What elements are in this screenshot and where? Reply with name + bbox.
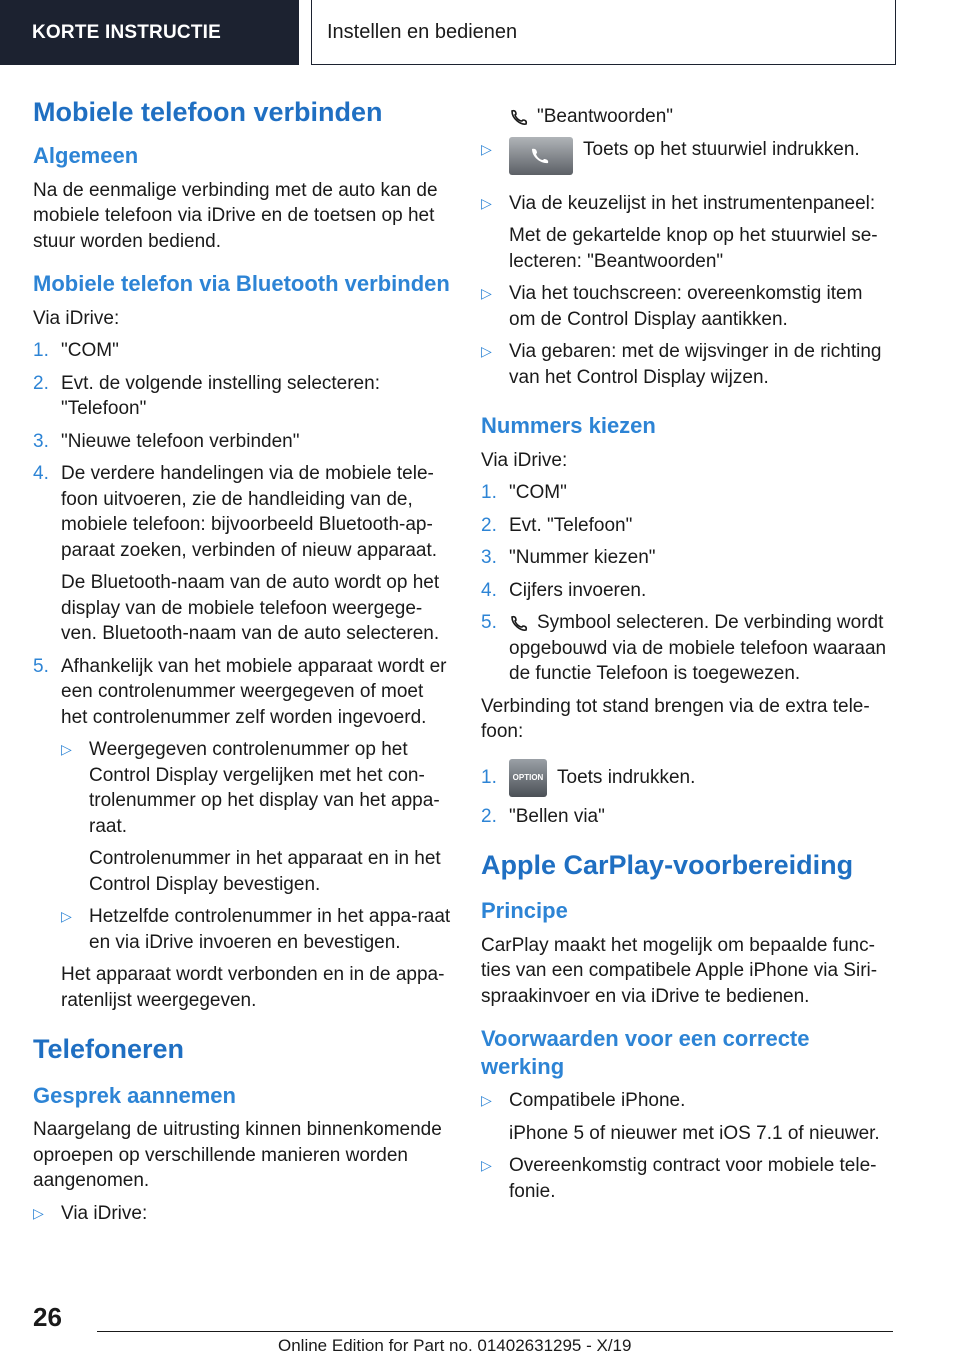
steering-phone-button-image	[509, 137, 573, 175]
list-item: 5. Afhankelijk van het mobiele apparaat wordt er een controlenummer weergegeven of moet het controlenummer zelf worden ingevoerd. ▷ Weergegeven controlenummer op het Control Display vergelijken met het con-trolenummer op het display van het appa-raat. Controlenummer in het apparaat en in het Control Display bevestigen. ▷ Hetzelfde controlenummer in het appa-raat en via iDrive invoeren en bevestigen. Het apparaat wordt verbonden en in de appa-ratenlijst weergegeven.	[33, 654, 451, 1014]
list-item: ▷ Via gebaren: met de wijsvinger in de richting van het Control Display wijzen.	[481, 341, 882, 388]
triangle-bullet-icon: ▷	[33, 1204, 44, 1221]
paragraph-general: Na de eenmalige verbinding met de auto kan de mobiele telefoon via iDrive en de toetsen op het stuur worden bediend.	[33, 179, 438, 252]
list-item: 4. Cijfers invoeren.	[481, 579, 647, 601]
paragraph-answer: Naargelang de uitrusting kinnen binnenkomende oproepen op verschillende manieren worden aangenomen.	[33, 1119, 442, 1192]
triangle-bullet-icon: ▷	[481, 194, 492, 211]
dial-steps	[481, 480, 893, 687]
list-item: 3. "Nieuwe telefoon verbinden"	[33, 430, 300, 452]
heading-general: Algemeen	[33, 143, 139, 169]
list-item: ▷ Hetzelfde controlenummer in het appa-raat en via iDrive invoeren en bevestigen.	[61, 906, 451, 953]
list-item: ▷ Weergegeven controlenummer op het Control Display vergelijken met het con-trolenummer op het display van het appa-raat. Controlenummer in het apparaat en in het Control Display bevestigen.	[61, 737, 451, 897]
list-item: 2. "Bellen via"	[481, 805, 605, 827]
heading-connect-phone: Mobiele telefoon verbinden	[33, 97, 383, 127]
list-item: ▷ Overeenkomstig contract voor mobiele tele-fonie.	[481, 1155, 877, 1202]
heading-dial-numbers: Nummers kiezen	[481, 413, 656, 438]
left-column	[33, 96, 451, 1233]
heading-answer-call: Gesprek aannemen	[33, 1082, 236, 1108]
extra-phone-steps	[481, 759, 893, 830]
footer-edition: Online Edition for Part no. 01402631295 - X/19	[278, 1336, 632, 1355]
list-item: 4. De verdere handelingen via de mobiele tele-foon uitvoeren, zie de handleiding van de, mobiele telefoon: bijvoorbeeld Bluetooth-ap-paraat zoeken, verbinden of nieuw apparaat. De Bluetooth-naam van de auto wordt op het display van de mobiele telefoon weergege-ven. Bluetooth-naam van de auto selecteren.	[33, 461, 451, 647]
section-tab: KORTE INSTRUCTIE	[0, 0, 299, 65]
step5-bullet1-note: Controlenummer in het apparaat en in het Control Display bevestigen.	[89, 848, 441, 895]
step5-note: Het apparaat wordt verbonden en in de appa-ratenlijst weergegeven.	[61, 964, 445, 1011]
triangle-bullet-icon: ▷	[481, 1092, 492, 1109]
list-item: ▷ Via iDrive:	[33, 1201, 451, 1227]
list-item: 3. "Nummer kiezen"	[481, 547, 656, 568]
bluetooth-steps	[33, 338, 451, 1013]
step4-note: De Bluetooth-naam van de auto wordt op het display van de mobiele telefoon weergege-ven. Bluetooth-naam van de auto selecteren.	[61, 572, 440, 645]
paragraph-via-idrive: Via iDrive:	[33, 307, 120, 329]
triangle-bullet-icon: ▷	[481, 1157, 492, 1174]
heading-carplay: Apple CarPlay-voorbereiding	[481, 850, 854, 880]
list-item: 1. "COM"	[481, 482, 567, 503]
triangle-bullet-icon: ▷	[61, 741, 72, 758]
bullet2-note: Met de gekartelde knop op het stuurwiel se-lecteren: "Beantwoorden"	[509, 225, 878, 272]
list-item: ▷ Compatibele iPhone. iPhone 5 of nieuwer met iOS 7.1 of nieuwer.	[481, 1088, 893, 1146]
heading-phoning: Telefoneren	[33, 1034, 185, 1065]
phone-icon	[509, 108, 531, 126]
triangle-bullet-icon: ▷	[61, 908, 72, 925]
req1-note: iPhone 5 of nieuwer met iOS 7.1 of nieuwer.	[509, 1122, 880, 1144]
phone-icon	[509, 614, 531, 632]
list-item: 5. Symbool selecteren. De verbinding wordt opgebouwd via de mobiele telefoon waaraan de functie Telefoon is toegewezen.	[481, 612, 887, 684]
list-item: ▷ Via de keuzelijst in het instrumentenpaneel: Met de gekartelde knop op het stuurwiel se-lecteren: "Beantwoorden"	[481, 191, 893, 275]
step5-bullets	[61, 737, 451, 955]
answer-methods	[481, 137, 893, 391]
page-header	[0, 0, 960, 65]
paragraph-via-idrive: Via iDrive:	[481, 449, 568, 471]
list-item: ▷ Toets op het stuurwiel indrukken.	[481, 137, 893, 179]
list-item: ▷ Via het touchscreen: overeenkomstig item om de Control Display aantikken.	[481, 283, 863, 330]
chapter-tab: Instellen en bedienen	[311, 0, 896, 65]
heading-bluetooth: Mobiele telefon via Bluetooth verbinden	[33, 271, 450, 297]
heading-requirements: Voorwaarden voor een correcte werking	[481, 1026, 810, 1079]
heading-principle: Principe	[481, 898, 568, 924]
triangle-bullet-icon: ▷	[481, 140, 492, 157]
list-item: 1. OPTION Toets indrukken.	[481, 759, 893, 797]
answer-label: "Beantwoorden"	[481, 104, 893, 130]
list-item: 2. Evt. "Telefoon"	[481, 514, 633, 536]
triangle-bullet-icon: ▷	[481, 285, 492, 301]
requirements-list	[481, 1088, 893, 1204]
paragraph-extra-phone: Verbinding tot stand brengen via de extra tele-foon:	[481, 695, 870, 742]
footer-divider	[97, 1331, 893, 1332]
list-item: 1. "COM"	[33, 340, 119, 362]
page-number: 26	[33, 1302, 62, 1332]
triangle-bullet-icon: ▷	[481, 343, 492, 359]
option-button-image: OPTION	[509, 759, 547, 797]
right-column	[481, 104, 893, 1211]
list-item: 2. Evt. de volgende instelling selecteren: "Telefoon"	[33, 372, 380, 420]
paragraph-principle: CarPlay maakt het mogelijk om bepaalde func-ties van een compatibele Apple iPhone via Siri-spraakinvoer en via iDrive te bedienen.	[481, 934, 878, 1007]
answer-bullets	[33, 1201, 451, 1227]
